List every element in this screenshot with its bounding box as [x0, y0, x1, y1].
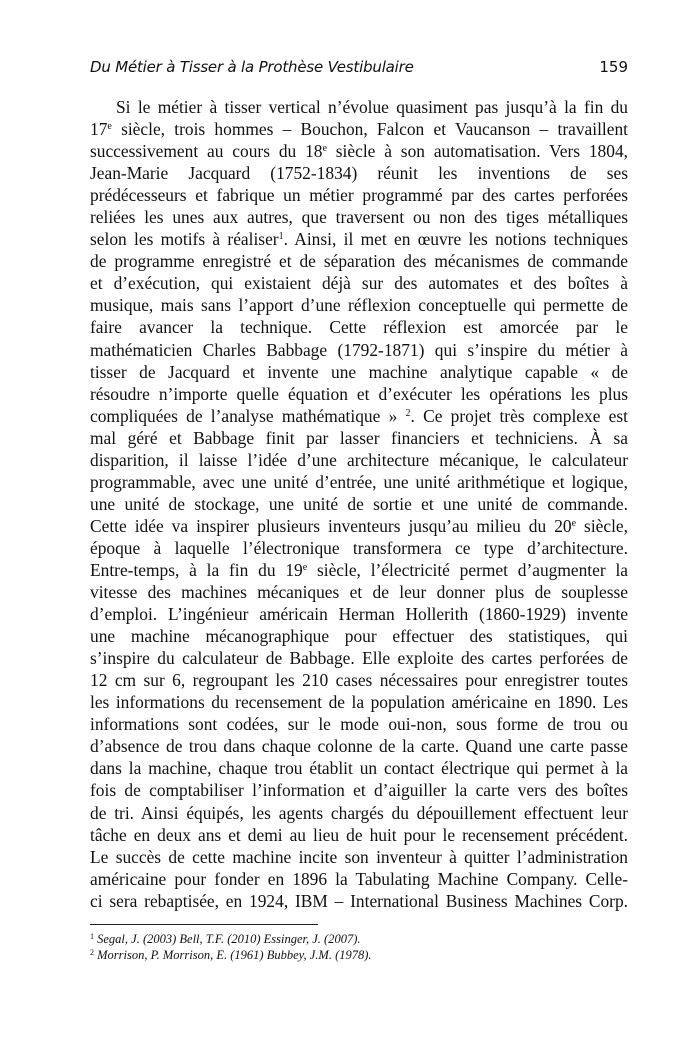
superscript: e	[322, 143, 327, 155]
footnote-text: Segal, J. (2003) Bell, T.F. (2010) Essinger, J. (2007).	[97, 932, 361, 946]
text-span: de programme enregistré et de séparation des mécanismes de commande	[90, 251, 628, 272]
text-span: ci sera rebaptisée, en 1924, IBM – International Business Machines Corp.	[90, 890, 628, 911]
text-span: selon les motifs à réaliser	[90, 229, 279, 250]
footnote-text: Morrison, P. Morrison, E. (1961) Bubbey, J.M. (1978).	[97, 947, 372, 962]
text-span: siècle à son automatisation. Vers 1804,	[326, 141, 628, 162]
text-span: Si le métier à tisser vertical n’évolue quasiment pas jusqu’à la fin du	[116, 97, 628, 117]
text-span: fois de comptabiliser l’information et d’aiguiller la carte vers des boîtes	[90, 780, 628, 801]
text-span: 12 cm sur 6, regroupant les 210 cases nécessaires pour enregistrer toutes	[90, 670, 628, 691]
text-span: mal géré et Babbage finit par lasser financiers et techniciens. À sa	[90, 427, 628, 448]
superscript: e	[571, 517, 577, 529]
text-line	[90, 669, 628, 691]
footnote-ref: 2	[405, 407, 411, 419]
running-header	[90, 58, 628, 76]
text-span: disparition, il laisse l’idée d’une architecture mécanique, le calculateur	[90, 449, 628, 470]
text-span: dans la machine, chaque trou établit un contact électrique qui permet à la	[90, 758, 628, 779]
text-span: siècle, l’électricité permet d’augmenter la	[307, 559, 628, 580]
text-line	[90, 757, 628, 779]
superscript: e	[302, 561, 308, 573]
text-span: vitesse des machines mécaniques et de leur donner plus de souplesse	[90, 582, 628, 603]
text-line	[90, 625, 628, 647]
text-line	[90, 294, 628, 316]
text-span: . Ce projet très complexe est	[410, 405, 628, 426]
footnote-separator	[90, 924, 318, 925]
text-span: mathématicien Charles Babbage (1792-1871) qui s’inspire du métier à	[90, 339, 628, 360]
footnote-1	[90, 932, 628, 948]
text-span: Cette idée va inspirer plusieurs inventeurs jusqu’au milieu du 20	[90, 515, 572, 536]
text-line	[90, 779, 628, 801]
footnote-marker: 1	[90, 932, 94, 941]
footnote-2	[90, 948, 628, 964]
text-span: siècle, trois hommes – Bouchon, Falcon et Vaucanson – travaillent	[111, 119, 628, 140]
text-span: . Ainsi, il met en œuvre les notions techniques	[283, 229, 628, 250]
text-span: d’emploi. L’ingénieur américain Herman Hollerith (1860-1929) invente	[90, 604, 628, 625]
text-line	[90, 735, 628, 757]
text-line	[90, 493, 628, 515]
text-line	[90, 449, 628, 471]
footnotes	[90, 932, 628, 963]
page-number: 159	[599, 58, 628, 76]
text-line	[90, 316, 628, 338]
text-span: 17	[90, 119, 108, 140]
text-span: les informations du recensement de la population américaine en 1890. Les	[90, 692, 628, 713]
text-span: compliquées de l’analyse mathématique »	[90, 405, 406, 426]
text-line	[90, 824, 628, 846]
text-line	[90, 140, 628, 162]
running-title: Du Métier à Tisser à la Prothèse Vestibulaire	[90, 58, 414, 76]
text-line	[90, 250, 628, 272]
text-line	[90, 118, 628, 140]
text-span: Le succès de cette machine incite son inventeur à quitter l’administration	[90, 846, 628, 867]
text-line	[90, 96, 628, 118]
text-line	[90, 581, 628, 603]
text-line	[90, 361, 628, 383]
body-paragraph	[90, 96, 628, 912]
text-line	[90, 537, 628, 559]
text-span: successivement au cours du 18	[90, 141, 323, 162]
text-span: s’inspire du calculateur de Babbage. Elle exploite des cartes perforées de	[90, 648, 628, 669]
text-line	[90, 206, 628, 228]
text-span: résoudre n’importe quelle équation et d’exécuter les opérations les plus	[90, 383, 628, 404]
text-line	[90, 647, 628, 669]
text-span: Entre-temps, à la fin du 19	[90, 559, 303, 580]
text-span: une machine mécanographique pour effectuer des statistiques, qui	[90, 626, 628, 647]
text-line	[90, 515, 628, 537]
text-span: tâche en deux ans et demi au lieu de huit pour le recensement précédent.	[90, 824, 628, 845]
text-span: siècle,	[576, 515, 628, 536]
text-line	[90, 405, 628, 427]
text-line	[90, 846, 628, 868]
text-line	[90, 339, 628, 361]
text-span: de tri. Ainsi équipés, les agents chargés du dépouillement effectuent leur	[90, 802, 628, 823]
text-line	[90, 383, 628, 405]
text-line	[90, 272, 628, 294]
text-span: d’absence de trou dans chaque colonne de la carte. Quand une carte passe	[90, 736, 628, 757]
text-span: époque à laquelle l’électronique transformera ce type d’architecture.	[90, 537, 628, 558]
text-span: programmable, avec une unité d’entrée, une unité arithmétique et logique,	[90, 471, 628, 492]
text-span: musique, mais sans l’apport d’une réflexion conceptuelle qui permette de	[90, 295, 628, 316]
text-line	[90, 471, 628, 493]
superscript: e	[107, 121, 112, 133]
text-line	[90, 427, 628, 449]
text-span: Jean-Marie Jacquard (1752-1834) réunit les inventions de ses	[90, 163, 628, 184]
text-line	[90, 868, 628, 890]
text-line	[90, 559, 628, 581]
text-line	[90, 713, 628, 735]
text-line	[90, 890, 628, 912]
text-span: reliées les unes aux autres, que traversent ou non des tiges métalliques	[90, 207, 628, 228]
text-span: tisser de Jacquard et invente une machine analytique capable « de	[90, 361, 628, 382]
text-line	[90, 802, 628, 824]
text-span: faire avancer la technique. Cette réflexion est amorcée par le	[90, 317, 628, 338]
text-line	[90, 691, 628, 713]
text-line	[90, 228, 628, 250]
text-span: informations sont codées, sur le mode oui-non, sous forme de trou ou	[90, 714, 628, 735]
footnote-ref: 1	[278, 231, 284, 243]
text-line	[90, 603, 628, 625]
text-span: prédécesseurs et fabrique un métier programmé par des cartes perforées	[90, 185, 628, 206]
text-span: une unité de stockage, une unité de sortie et une unité de commande.	[90, 493, 628, 514]
text-line	[90, 184, 628, 206]
footnote-marker: 2	[90, 947, 94, 957]
text-line	[90, 162, 628, 184]
text-span: américaine pour fonder en 1896 la Tabulating Machine Company. Celle-	[90, 868, 628, 889]
text-span: et d’exécution, qui existaient déjà sur des automates et des boîtes à	[90, 273, 628, 294]
